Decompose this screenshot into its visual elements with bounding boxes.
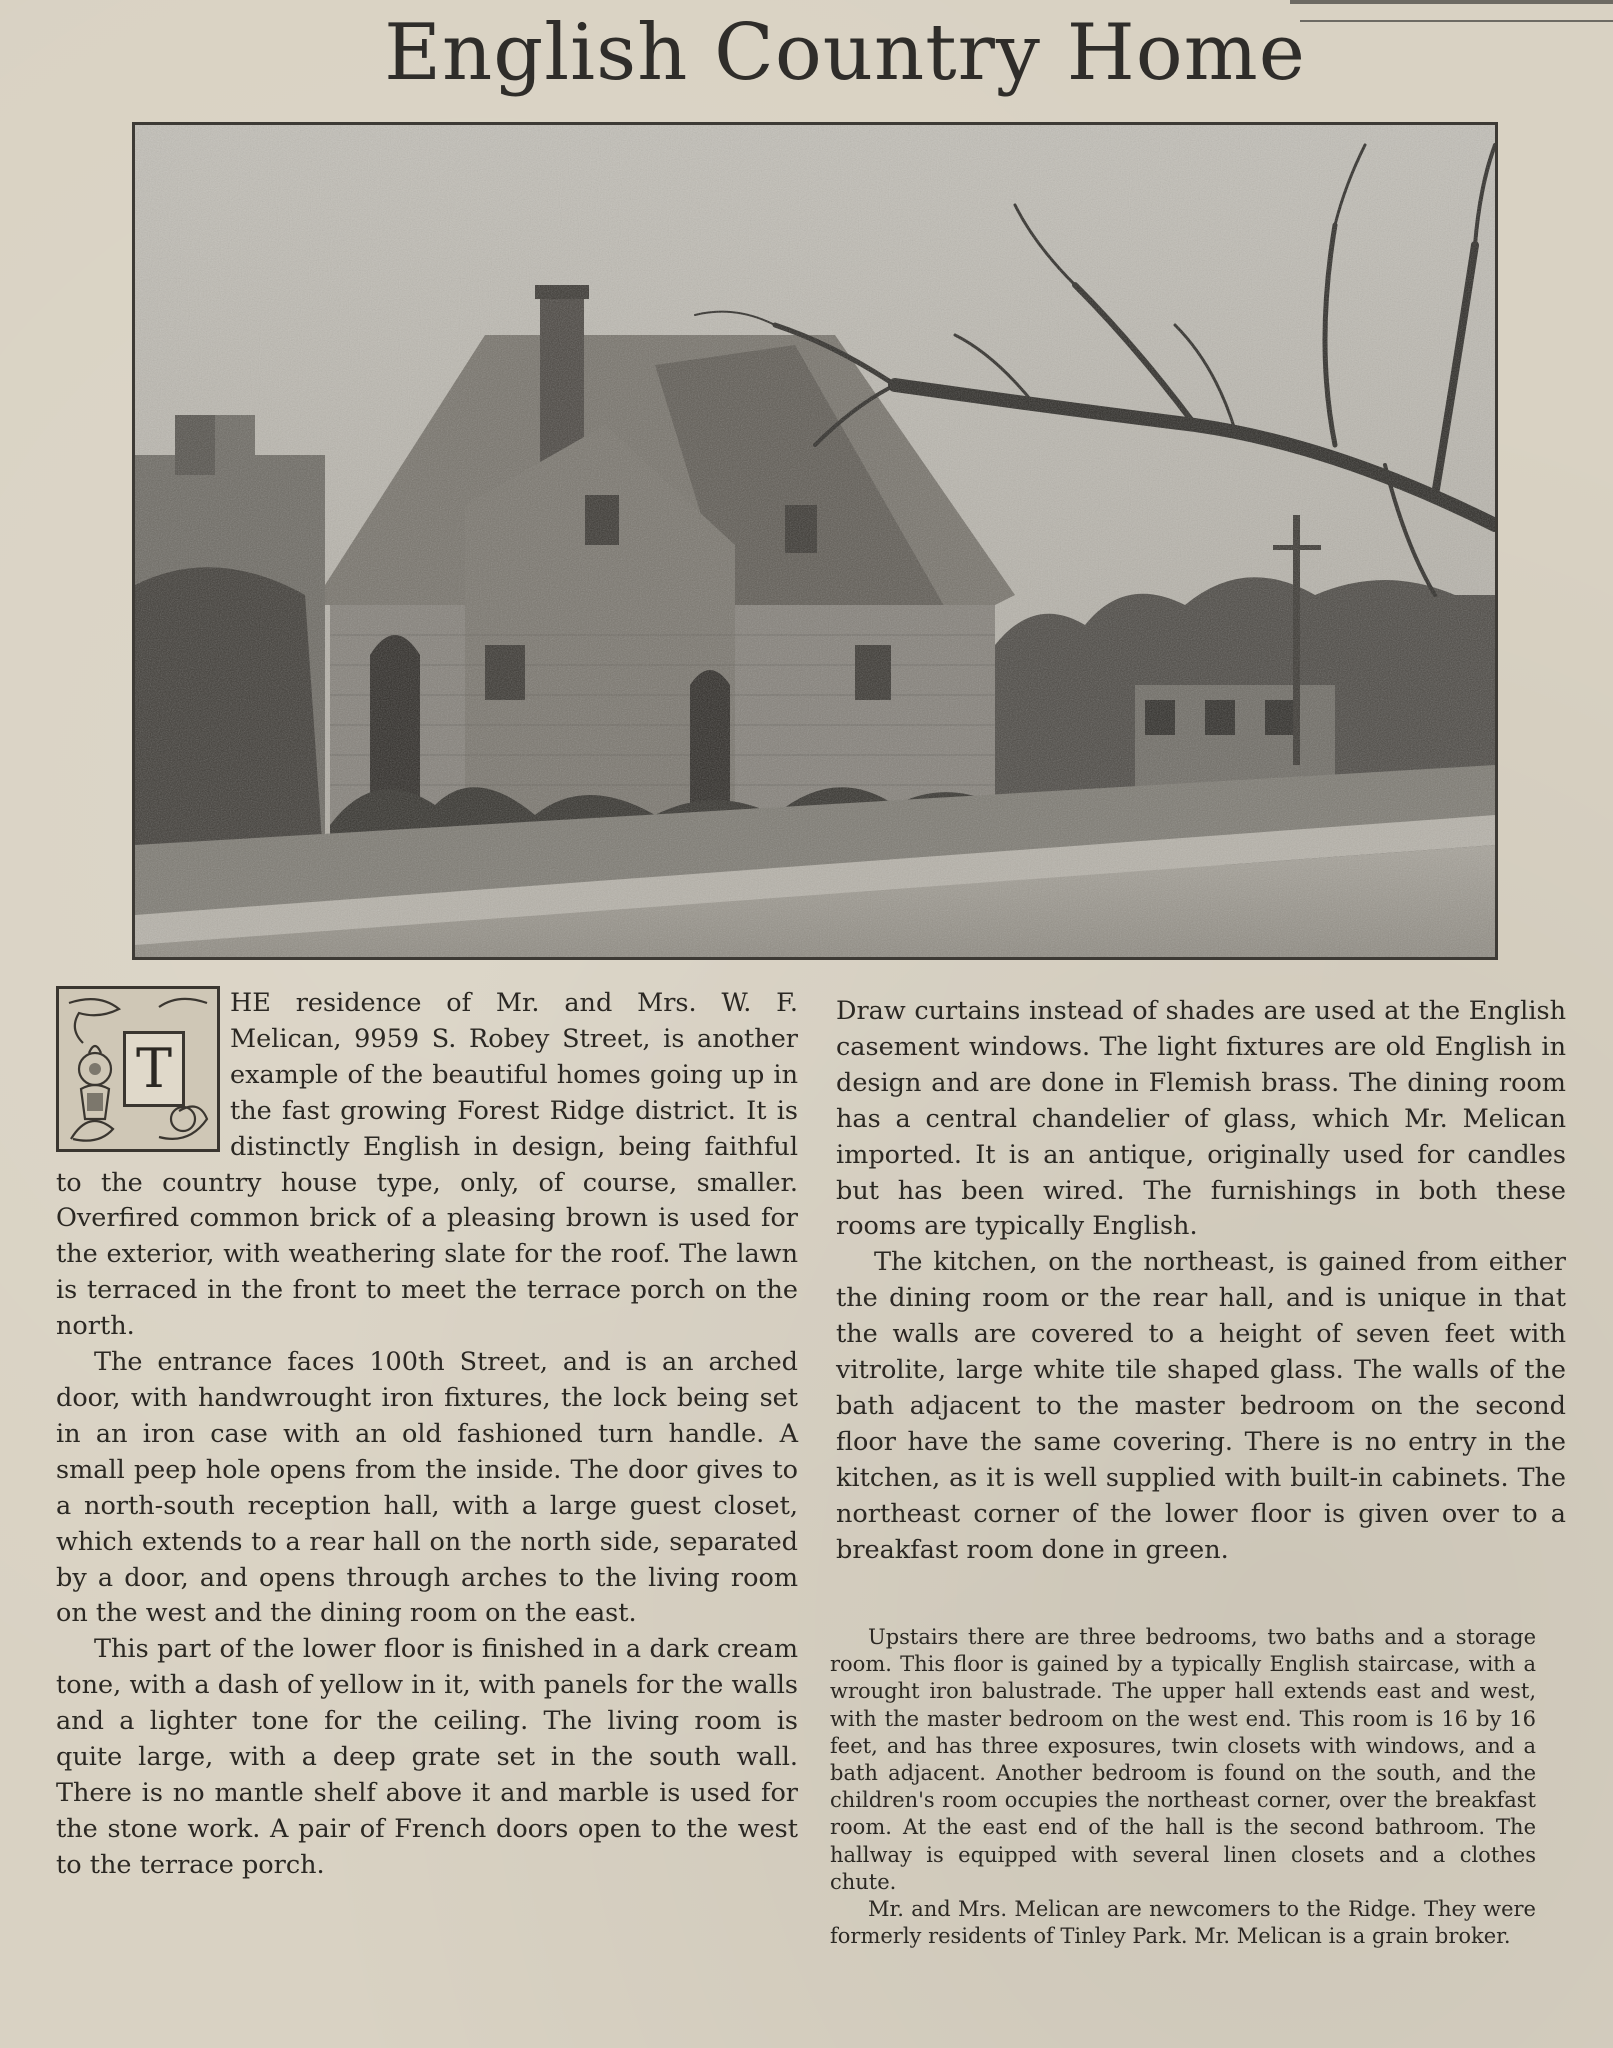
paragraph-3: This part of the lower floor is finished in a dark cream tone, with a dash of yellow in it, with panels for the walls and a lighter tone for the ceiling. The living room is quite large, with a deep grate set in the south wall. There is no mantle shelf above it and marble is used for the stone work. A pair of French doors open to the west to the terrace porch.: [56, 1634, 798, 1880]
article-column-right-small: [830, 1624, 1536, 1950]
article-title: English Country Home: [384, 8, 1306, 98]
paragraph-5: The kitchen, on the northeast, is gained from either the dining room or the rear hall, and is unique in that the walls are covered to a height of seven feet with vitrolite, large white tile shaped glass. The walls of the bath adjacent to the master bedroom on the second floor have the same covering. There is no entry in the kitchen, as it is well supplied with built-in cabinets. The northeast corner of the lower floor is given over to a breakfast room done in green.: [836, 1247, 1566, 1565]
ornamental-dropcap: [56, 986, 220, 1152]
paragraph-1: HE residence of Mr. and Mrs. W. F. Melican, 9959 S. Robey Street, is another example of the beautiful homes going up in the fast growing Forest Ridge district. It is distinctly English in design, being faithful to the country house type, only, of course, smaller. Overfired common brick of a pleasing brown is used for the exterior, with weathering slate for the roof. The lawn is terraced in the front to meet the terrace porch on the north.: [56, 988, 798, 1342]
house-photo: [132, 122, 1498, 960]
article-column-right: [836, 994, 1566, 1569]
top-rule: [1290, 0, 1613, 4]
paragraph-2: The entrance faces 100th Street, and is an arched door, with handwrought iron fixtures, the lock being set in an iron case with an old fashioned turn handle. A small peep hole opens from the inside. The door gives to a north-south reception hall, with a large guest closet, which extends to a rear hall on the north side, separated by a door, and opens through arches to the living room on the west and the dining room on the east.: [56, 1347, 798, 1629]
paragraph-7: Mr. and Mrs. Melican are newcomers to the Ridge. They were formerly residents of Tinley Park. Mr. Melican is a grain broker.: [830, 1897, 1536, 1949]
paragraph-6: Upstairs there are three bedrooms, two baths and a storage room. This floor is gained by a typically English staircase, with a wrought iron balustrade. The upper hall extends east and west, with the master bedroom on the west end. This room is 16 by 16 feet, and has three exposures, twin closets with windows, and a bath adjacent. Another bedroom is found on the south, and the children's room occupies the northeast corner, over the breakfast room. At the east end of the hall is the second bathroom. The hallway is equipped with several linen closets and a clothes chute.: [830, 1625, 1536, 1894]
house-photo-icon: [135, 125, 1495, 957]
dropcap-letter: T: [123, 1031, 185, 1107]
paragraph-4: Draw curtains instead of shades are used at the English casement windows. The light fixtures are old English in design and are done in Flemish brass. The dining room has a central chandelier of glass, which Mr. Melican imported. It is an antique, originally used for candles but has been wired. The furnishings in both these rooms are typically English.: [836, 996, 1566, 1242]
article-column-left: [56, 986, 798, 1884]
